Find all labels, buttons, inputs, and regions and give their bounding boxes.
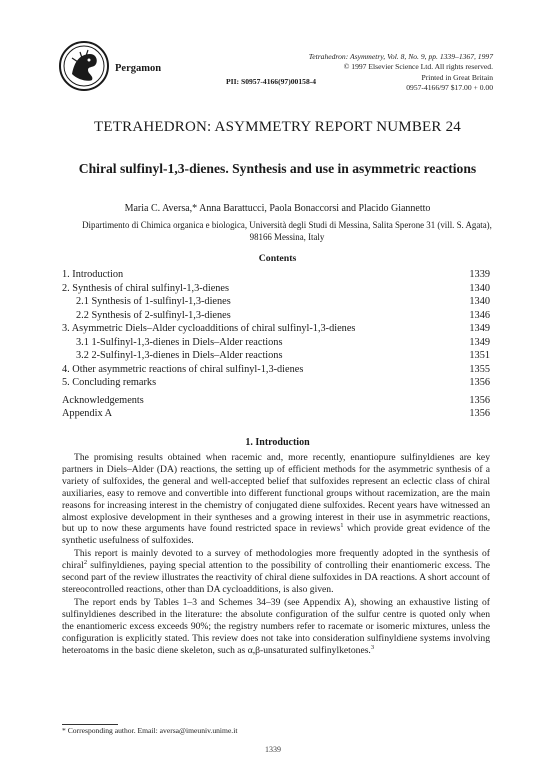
journal-citation: Tetrahedron: Asymmetry, Vol. 8, No. 9, pp. 1339–1367, 1997	[308, 52, 493, 61]
introduction-body	[62, 452, 490, 656]
toc-page: 1349	[469, 323, 490, 334]
pii-code: PII: S0957-4166(97)00158-4	[226, 77, 317, 86]
paragraph-text: The promising results obtained when racemic and, more recently, enantiopure sulfinyldienes are key partners in Diels–Alder (DA) reactions, the setting up of efficient methods for the asymmetric synthesis of a variety of sulfoxides, the general and well-accepted belief that sulfoxides represent an eclectic class of chiral auxiliaries, easy to remove and convertible into different functional groups without racemization, are the main reasons for increasing interest in the chemistry of conjugated diene sulfoxides. Recent years have witnessed an almost explosive development in their syntheses and a growing interest in their use in asymmetric reactions, but up to now these arguments have found restricted space in reviews	[62, 452, 490, 535]
toc-label: 2. Synthesis of chiral sulfinyl-1,3-dienes	[62, 282, 230, 294]
paragraph	[62, 452, 490, 547]
toc-label: Acknowledgements	[62, 394, 144, 406]
toc-item	[62, 363, 490, 377]
section-heading: 1. Introduction	[245, 437, 310, 448]
toc-label: 4. Other asymmetric reactions of chiral sulfinyl-1,3-dienes	[62, 363, 304, 375]
toc-page: 1356	[469, 394, 490, 406]
page-number: 1339	[265, 745, 281, 754]
pergamon-logo-icon	[58, 40, 110, 92]
toc-item	[62, 268, 490, 282]
paragraph	[62, 548, 490, 596]
toc-label: 3. Asymmetric Diels–Alder cycloadditions of chiral sulfinyl-1,3-dienes	[62, 323, 356, 334]
toc-page: 1356	[469, 377, 490, 388]
toc-label: 1. Introduction	[62, 269, 124, 280]
toc-page: 1355	[469, 363, 490, 375]
paragraph-text: The report ends by Tables 1–3 and Schemes 34–39 (see Appendix A), showing an exhaustive listing of sulfinyldienes described in the literature: the absolute configuration of the sulfur centre is quoted only when the enantiomeric excess exceeds 90%; the registry numbers refer to racemate or isomeric mixtures, unless the configuration is explicitly stated. This review does not take into consideration sulfinyldiene systems involving heteroatoms in the basic diene skeleton, such as α,β-unsaturated sulfinylketones.	[62, 596, 490, 656]
paragraph-text: which provide great evidence of the synthetic usefulness of sulfoxides.	[62, 523, 490, 547]
toc-page: 1340	[469, 282, 490, 294]
toc-label: Appendix A	[62, 408, 113, 419]
toc-page: 1346	[469, 309, 490, 321]
toc-label: 3.1 1-Sulfinyl-1,3-dienes in Diels–Alder reactions	[76, 336, 283, 348]
toc-item	[62, 295, 490, 309]
toc-label: 2.1 Synthesis of 1-sulfinyl-1,3-dienes	[76, 296, 231, 307]
paragraph-text: This report is mainly devoted to a survey of methodologies more frequently adopted in the synthesis of chiral	[62, 548, 490, 572]
toc-item	[62, 309, 490, 323]
contents-heading: Contents	[258, 253, 297, 264]
paragraph	[62, 597, 490, 657]
toc-label: 3.2 2-Sulfinyl-1,3-dienes in Diels–Alder reactions	[76, 350, 283, 361]
toc-item	[62, 349, 490, 363]
author-list: Maria C. Aversa,* Anna Barattucci, Paola Bonaccorsi and Placido Giannetto	[124, 203, 431, 214]
toc-page: 1339	[469, 269, 490, 280]
page-header	[58, 40, 493, 110]
toc-item	[62, 322, 490, 336]
publisher-name: Pergamon	[115, 63, 162, 74]
copyright-line: © 1997 Elsevier Science Ltd. All rights reserved.	[343, 62, 493, 72]
affiliation: Dipartimento di Chimica organica e biologica, Università degli Studi di Messina, Salita Sperone 31 (vill. S. Agata), 98166 Messina, Italy	[82, 220, 492, 242]
paragraph-text: sulfinyldienes, paying special attention to the possibility of controlling their enantiomeric excess. The second part of the review illustrates the reactivity of chiral diene sulfoxides in DA reactions. A short account of stereocontrolled reactions, other than DA cycloadditions, is also given.	[62, 560, 490, 595]
toc-item	[62, 394, 490, 408]
toc-label: 5. Concluding remarks	[62, 377, 157, 388]
toc-page: 1349	[469, 336, 490, 348]
report-title: TETRAHEDRON: ASYMMETRY REPORT NUMBER 24	[94, 119, 461, 135]
toc-item	[62, 407, 490, 421]
footnote-divider	[62, 724, 118, 725]
toc-item	[62, 282, 490, 296]
reference-marker[interactable]: 2	[83, 558, 88, 566]
reference-marker[interactable]: 3	[370, 643, 375, 651]
printed-line: Printed in Great Britain	[421, 72, 493, 82]
journal-info	[273, 52, 493, 94]
toc-label: 2.2 Synthesis of 2-sulfinyl-1,3-dienes	[76, 309, 231, 321]
table-of-contents	[62, 268, 490, 421]
price-line: 0957-4166/97 $17.00 + 0.00	[406, 83, 493, 93]
toc-item	[62, 336, 490, 350]
toc-item	[62, 376, 490, 390]
toc-page: 1340	[469, 296, 490, 307]
toc-page: 1356	[469, 408, 490, 419]
paper-title: Chiral sulfinyl-1,3-dienes. Synthesis and use in asymmetric reactions	[78, 161, 477, 176]
reference-marker[interactable]: 1	[340, 522, 344, 530]
toc-page: 1351	[469, 350, 490, 361]
footnote: * Corresponding author. Email: aversa@imeuniv.unime.it	[62, 726, 238, 735]
